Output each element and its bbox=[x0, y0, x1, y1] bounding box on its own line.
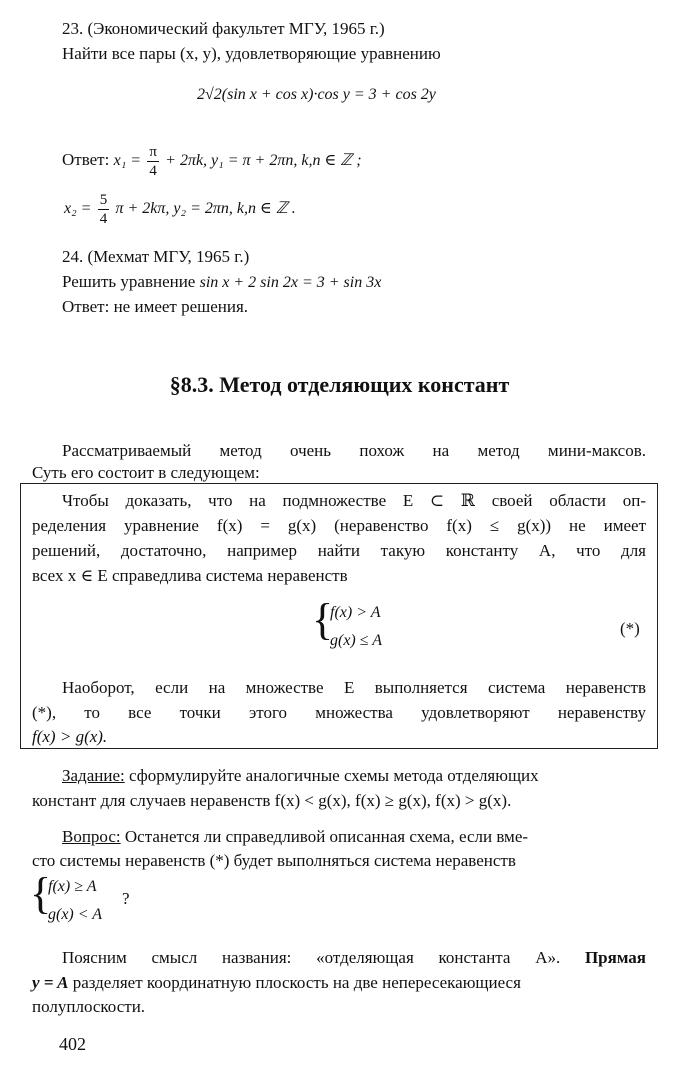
box-line-4: всех x ∈ E справедлива система неравенств bbox=[32, 566, 348, 585]
answer-2-fraction-den: 4 bbox=[99, 210, 108, 227]
problem-24-statement bbox=[62, 271, 381, 294]
question-line-1 bbox=[62, 826, 528, 848]
system-line-2: g(x) ≤ A bbox=[330, 632, 383, 649]
question-mark: ? bbox=[122, 889, 130, 908]
explain-line-3: полуплоскости. bbox=[32, 997, 146, 1016]
explain-line-2 bbox=[32, 972, 521, 994]
answer-1-fraction bbox=[147, 143, 159, 180]
question-system-brace: { bbox=[30, 869, 52, 918]
page-number: 402 bbox=[59, 1034, 86, 1054]
answer-1-lhs: x₁ = bbox=[113, 152, 142, 169]
problem-24-prefix: Решить уравнение bbox=[62, 272, 196, 291]
explain-line-2-a: y = A bbox=[32, 973, 69, 992]
task-line-1 bbox=[62, 765, 539, 787]
box-line-1: Чтобы доказать, что на подмножестве E ⊂ ℝ своей области оп- bbox=[62, 491, 646, 510]
intro-line-1: Рассматриваемый метод очень похож на метод мини-максов. bbox=[62, 441, 646, 460]
question-system-line-2: g(x) < A bbox=[48, 906, 103, 923]
box-line-6: (*), то все точки этого множества удовлетворяют неравенству bbox=[32, 703, 646, 722]
box-line-7: f(x) > g(x). bbox=[32, 727, 108, 746]
task-line-1-rest: сформулируйте аналогичные схемы метода отделяющих bbox=[124, 766, 539, 785]
question-label: Вопрос: bbox=[62, 827, 121, 846]
box-line-5: Наоборот, если на множестве E выполняется система неравенств bbox=[62, 678, 646, 697]
problem-24-equation: sin x + 2 sin 2x = 3 + sin 3x bbox=[199, 274, 382, 291]
problem-23-statement: Найти все пары (x, y), удовлетворяющие уравнению bbox=[62, 44, 441, 63]
problem-23-header: 23. (Экономический факультет МГУ, 1965 г.) bbox=[62, 19, 385, 38]
explain-line-2-b: разделяет координатную плоскость на две непересекающиеся bbox=[68, 973, 521, 992]
explain-line-1-a: Поясним смысл названия: «отделяющая константа A». bbox=[62, 948, 585, 967]
answer-1-fraction-den: 4 bbox=[149, 162, 157, 179]
answer-2-fraction-num: 5 bbox=[99, 191, 108, 208]
problem-23-answer-1 bbox=[62, 140, 362, 180]
system-line-1: f(x) > A bbox=[330, 604, 381, 621]
answer-2-fraction bbox=[98, 191, 110, 228]
problem-24-answer: Ответ: не имеет решения. bbox=[62, 297, 249, 316]
problem-23-answer-2 bbox=[64, 188, 296, 228]
answer-1-rest: + 2πk, y₁ = π + 2πn, k,n ∈ ℤ ; bbox=[165, 152, 362, 169]
explain-line-1-b: Прямая bbox=[584, 948, 646, 967]
answer-2-rest: π + 2kπ, y₂ = 2πn, k,n ∈ ℤ . bbox=[115, 200, 296, 217]
answer-2-lhs: x₂ = bbox=[64, 200, 92, 217]
box-line-3: решений, достаточно, например найти такую константу A, что для bbox=[32, 541, 646, 560]
question-system-line-1: f(x) ≥ A bbox=[48, 878, 97, 895]
task-line-2: констант для случаев неравенств f(x) < g(x), f(x) ≥ g(x), f(x) > g(x). bbox=[32, 791, 512, 810]
question-line-1-rest: Останется ли справедливой описанная схема, если вме- bbox=[120, 827, 529, 846]
explain-line-1 bbox=[62, 947, 646, 969]
intro-line-2: Суть его состоит в следующем: bbox=[32, 463, 260, 482]
question-line-2: сто системы неравенств (*) будет выполняться система неравенств bbox=[32, 851, 516, 870]
system-tag: (*) bbox=[620, 619, 640, 638]
problem-24-header: 24. (Мехмат МГУ, 1965 г.) bbox=[62, 247, 250, 266]
answer-1-fraction-num: π bbox=[149, 143, 157, 160]
box-line-2: ределения уравнение f(x) = g(x) (неравенство f(x) ≤ g(x)) не имеет bbox=[32, 516, 646, 535]
problem-23-equation: 2√2(sin x + cos x)·cos y = 3 + cos 2y bbox=[197, 86, 436, 103]
section-title: §8.3. Метод отделяющих констант bbox=[169, 372, 510, 397]
system-brace: { bbox=[312, 595, 334, 644]
answer-label: Ответ: bbox=[62, 150, 110, 169]
task-label: Задание: bbox=[62, 766, 125, 785]
